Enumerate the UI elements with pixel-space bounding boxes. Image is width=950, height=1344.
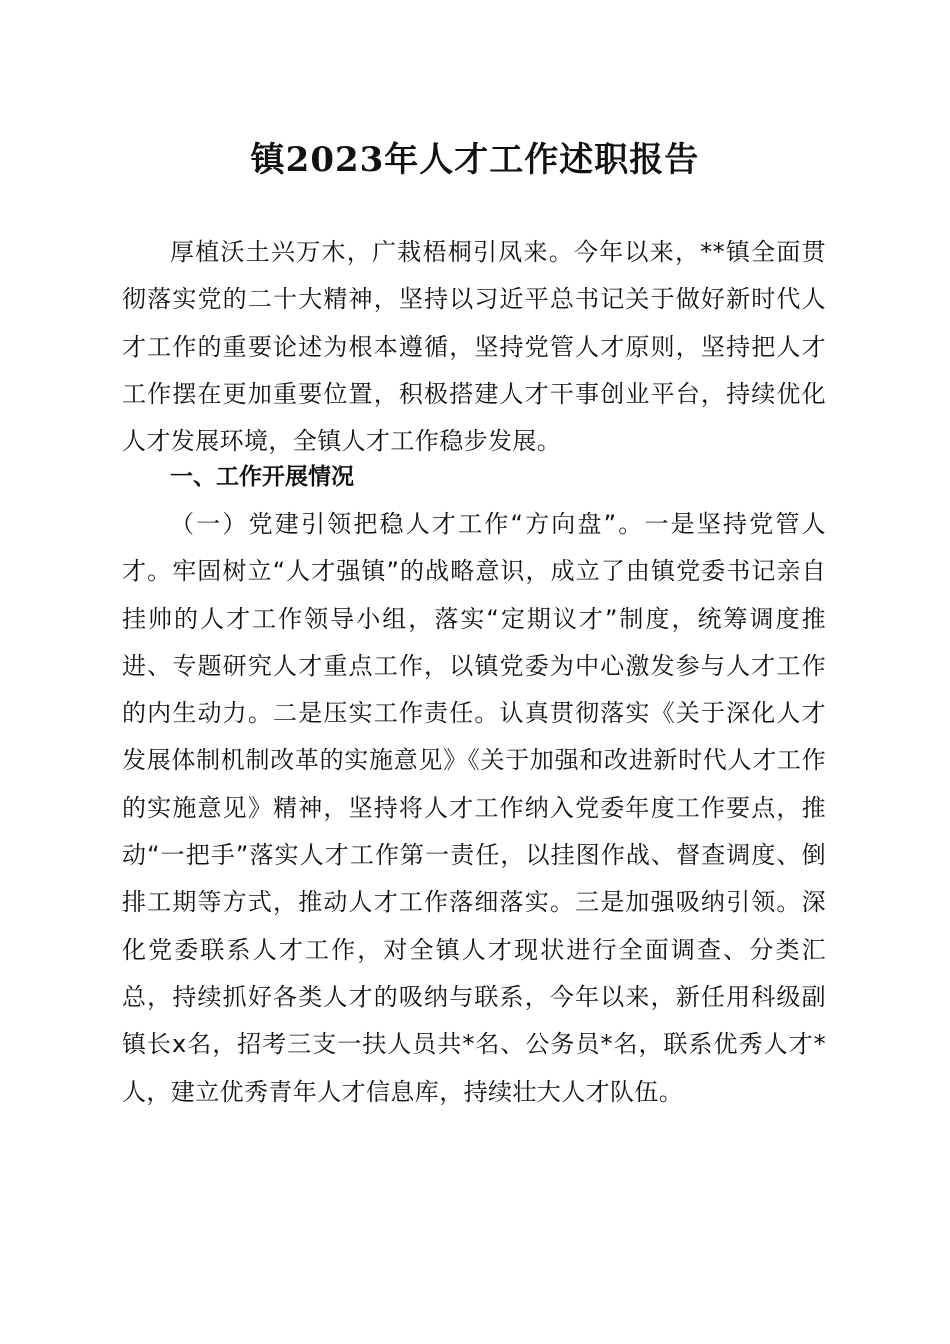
intro-paragraph: 厚植沃土兴万木，广栽梧桐引凤来。今年以来，**镇全面贯彻落实党的二十大精神，坚持以习近平总书记关于做好新时代人才工作的重要论述为根本遵循，坚持党管人才原则，坚持把人才工作摆在更加重要位置，积极搭建人才干事创业平台，持续优化人才发展环境，全镇人才工作稳步发展。 [122, 238, 826, 456]
section-one-paragraph: （一）党建引领把稳人才工作“方向盘”。一是坚持党管人才。牢固树立“人才强镇”的战略意识，成立了由镇党委书记亲自挂帅的人才工作领导小组，落实“定期议才”制度，统筹调度推进、专题研究人才重点工作，以镇党委为中心激发参与人才工作的内生动力。二是压实工作责任。认真贯彻落实《关于深化人才发展体制机制改革的实施意见》《关于加强和改进新时代人才工作的实施意见》精神，坚持将人才工作纳入党委年度工作要点，推动“一把手”落实人才工作第一责任，以挂图作战、督查调度、倒排工期等方式，推动人才工作落细落实。三是加强吸纳引领。深化党委联系人才工作，对全镇人才现状进行全面调查、分类汇总，持续抓好各类人才的吸纳与联系，今年以来，新任用科级副镇长x名，招考三支一扶人员共*名、公务员*名，联系优秀人才*人，建立优秀青年人才信息库，持续壮大人才队伍。 [122, 510, 826, 1106]
document-title: 镇2023年人才工作述职报告 [250, 140, 700, 180]
section-heading: 一、工作开展情况 [170, 464, 354, 490]
